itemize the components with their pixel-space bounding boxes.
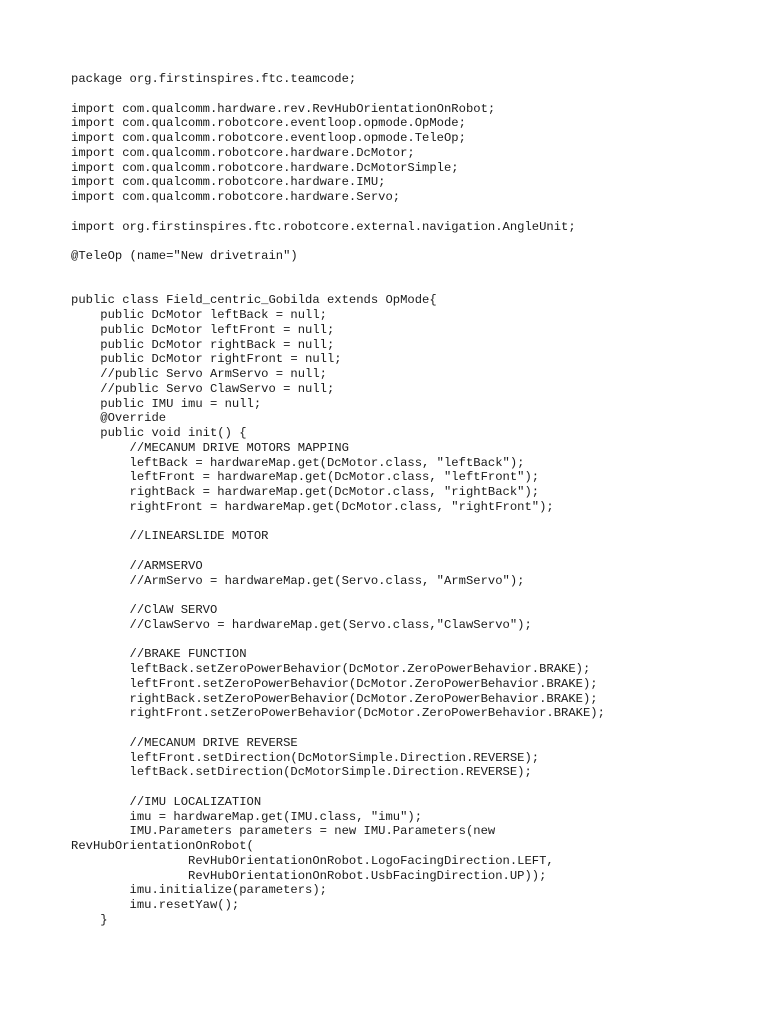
code-line [71,780,751,795]
code-line: public DcMotor rightFront = null; [71,352,342,367]
code-line: //ArmServo = hardwareMap.get(Servo.class, "ArmServo"); [71,573,525,588]
code-line [71,234,751,249]
code-line: imu = hardwareMap.get(IMU.class, "imu"); [71,809,423,824]
code-line: public void init() { [71,426,247,440]
code-line [71,721,751,736]
code-listing [71,72,751,928]
code-line: //ClawServo = hardwareMap.get(Servo.class,"ClawServo"); [71,617,532,632]
code-line: //IMU LOCALIZATION [71,794,262,809]
code-line: leftFront.setDirection(DcMotorSimple.Direction.REVERSE); [71,750,540,765]
code-line: leftBack = hardwareMap.get(DcMotor.class, "leftBack"); [71,455,525,470]
code-line: leftBack.setZeroPowerBehavior(DcMotor.ZeroPowerBehavior.BRAKE); [71,662,591,676]
code-line: import com.qualcomm.robotcore.eventloop.opmode.OpMode; [71,116,466,131]
code-line: //ClAW SERVO [71,603,218,617]
code-line: @Override [71,411,167,426]
code-line: //BRAKE FUNCTION [71,647,247,662]
code-line: leftFront = hardwareMap.get(DcMotor.class, "leftFront"); [71,470,540,485]
code-line: leftBack.setDirection(DcMotorSimple.Direction.REVERSE); [71,765,532,780]
code-line: import org.firstinspires.ftc.robotcore.external.navigation.AngleUnit; [71,219,576,234]
code-line: import com.qualcomm.robotcore.hardware.IMU; [71,175,386,190]
code-line [71,515,751,530]
code-line: rightFront.setZeroPowerBehavior(DcMotor.ZeroPowerBehavior.BRAKE); [71,706,605,721]
code-line: rightBack.setZeroPowerBehavior(DcMotor.ZeroPowerBehavior.BRAKE); [71,691,598,706]
code-line: public class Field_centric_Gobilda extends OpMode{ [71,293,437,308]
code-line: import com.qualcomm.robotcore.hardware.DcMotor; [71,145,415,160]
code-line [71,279,751,294]
code-line [71,633,751,648]
code-line: //MECANUM DRIVE REVERSE [71,735,298,750]
code-line: leftFront.setZeroPowerBehavior(DcMotor.ZeroPowerBehavior.BRAKE); [71,676,598,691]
code-line [71,544,751,559]
code-line: //public Servo ArmServo = null; [71,367,327,381]
code-line: package org.firstinspires.ftc.teamcode; [71,72,357,86]
code-line: public DcMotor leftBack = null; [71,308,327,322]
code-line: import com.qualcomm.robotcore.hardware.DcMotorSimple; [71,160,459,175]
code-line: rightFront = hardwareMap.get(DcMotor.class, "rightFront"); [71,499,554,514]
code-line: public DcMotor leftFront = null; [71,322,335,337]
code-line: imu.initialize(parameters); [71,883,327,898]
code-line: RevHubOrientationOnRobot.UsbFacingDirection.UP)); [71,868,547,883]
code-line: //LINEARSLIDE MOTOR [71,529,269,544]
code-line: @TeleOp (name="New drivetrain") [71,249,298,263]
code-line: import com.qualcomm.hardware.rev.RevHubOrientationOnRobot; [71,101,496,116]
code-line: imu.resetYaw(); [71,898,240,912]
code-line: } [71,912,108,927]
code-line: public IMU imu = null; [71,396,262,411]
code-line: //public Servo ClawServo = null; [71,381,335,396]
code-line: RevHubOrientationOnRobot( [71,839,254,853]
code-line [71,588,751,603]
code-line [71,205,751,220]
code-line: RevHubOrientationOnRobot.LogoFacingDirection.LEFT, [71,853,554,868]
code-line: //ARMSERVO [71,558,203,573]
code-line: rightBack = hardwareMap.get(DcMotor.class, "rightBack"); [71,485,540,499]
code-line: //MECANUM DRIVE MOTORS MAPPING [71,440,349,455]
code-line: import com.qualcomm.robotcore.eventloop.opmode.TeleOp; [71,131,466,145]
code-line: public DcMotor rightBack = null; [71,337,335,352]
code-line: IMU.Parameters parameters = new IMU.Parameters(new [71,824,496,839]
code-line [71,264,751,279]
code-line: import com.qualcomm.robotcore.hardware.Servo; [71,190,401,204]
code-line [71,87,751,102]
